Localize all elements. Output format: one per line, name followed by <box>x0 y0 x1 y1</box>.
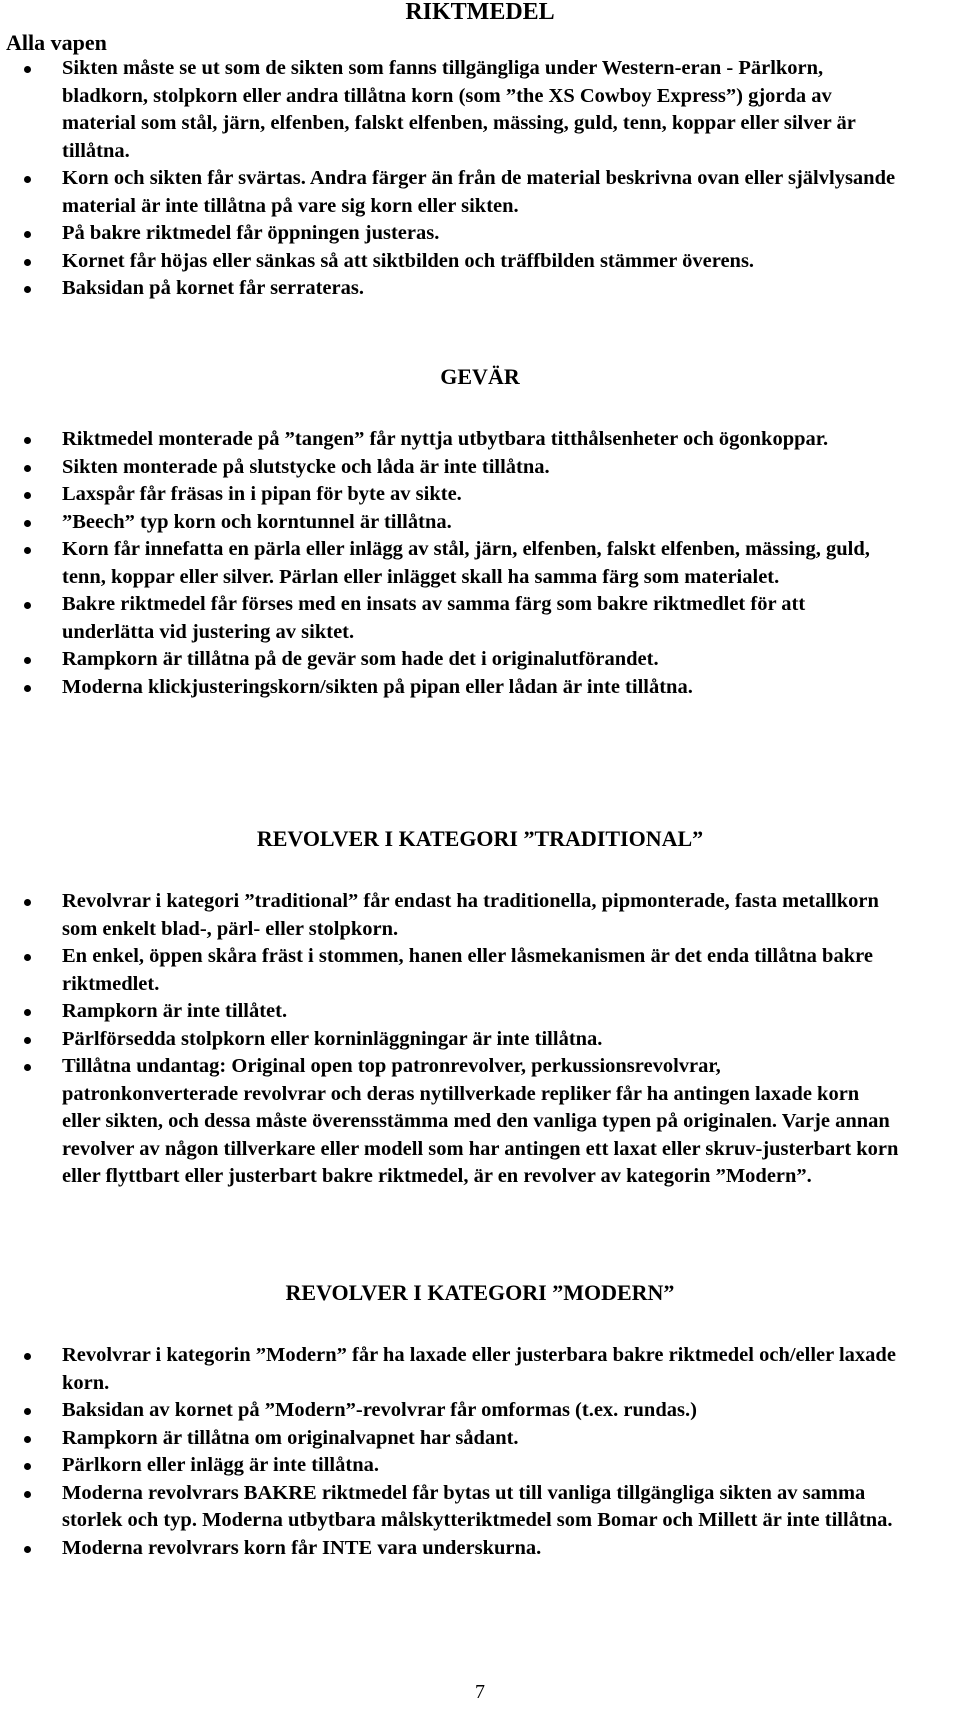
list-item <box>0 454 900 482</box>
all-weapons-list <box>0 55 900 303</box>
bullet-icon <box>24 1037 31 1044</box>
page-number: 7 <box>475 1681 485 1703</box>
list-item <box>0 998 900 1026</box>
list-item <box>0 165 900 220</box>
bullet-icon <box>24 437 31 444</box>
list-item <box>0 1535 900 1563</box>
section-heading-revolver-modern: REVOLVER I KATEGORI ”MODERN” <box>285 1280 675 1305</box>
list-item <box>0 888 900 943</box>
list-item-text: Korn får innefatta en pärla eller inlägg av stål, järn, elfenben, falskt elfenben, mässing, guld, tenn, koppar eller silver. Pärlan eller inlägget skall ha samma färg som materialet. <box>62 538 870 588</box>
bullet-icon <box>24 1546 31 1553</box>
list-item <box>0 426 900 454</box>
list-item-text: På bakre riktmedel får öppningen justeras. <box>62 222 440 244</box>
list-item <box>0 1425 900 1453</box>
list-item <box>0 1342 900 1397</box>
bullet-icon <box>24 1353 31 1360</box>
list-item <box>0 591 900 646</box>
section-heading-rifles: GEVÄR <box>440 364 520 389</box>
bullet-icon <box>24 685 31 692</box>
bullet-icon <box>24 66 31 73</box>
bullet-icon <box>24 899 31 906</box>
list-item-text: Sikten måste se ut som de sikten som fanns tillgängliga under Western-eran - Pärlkorn, bladkorn, stolpkorn eller andra tillåtna korn (som ”the XS Cowboy Express”) gjorda av material som stål, järn, elfenben, falskt elfenben, mässing, guld, tenn, koppar eller silver är tillåtna. <box>62 57 856 162</box>
bullet-icon <box>24 1009 31 1016</box>
list-item <box>0 1026 900 1054</box>
bullet-icon <box>24 259 31 266</box>
list-item-text: Revolvrar i kategorin ”Modern” får ha laxade eller justerbara bakre riktmedel och/eller laxade korn. <box>62 1344 896 1394</box>
list-item <box>0 1397 900 1425</box>
bullet-icon <box>24 657 31 664</box>
bullet-icon <box>24 1064 31 1071</box>
bullet-icon <box>24 1436 31 1443</box>
list-item-text: Sikten monterade på slutstycke och låda är inte tillåtna. <box>62 455 550 478</box>
list-item <box>0 275 900 303</box>
bullet-icon <box>24 176 31 183</box>
revolver-traditional-list <box>0 888 900 1191</box>
bullet-icon <box>24 231 31 238</box>
list-item <box>0 1480 900 1535</box>
list-item-text: Riktmedel monterade på ”tangen” får nyttja utbytbara titthålsenheter och ögonkoppar. <box>62 428 829 450</box>
list-item-text: Korn och sikten får svärtas. Andra färger än från de material beskrivna ovan eller självlysande material är inte tillåtna på vare sig korn eller sikten. <box>62 167 896 217</box>
section-heading-revolver-traditional: REVOLVER I KATEGORI ”TRADITIONAL” <box>256 826 704 851</box>
bullet-icon <box>24 520 31 527</box>
list-item-text: Rampkorn är tillåtna på de gevär som hade det i originalutförandet. <box>62 648 659 670</box>
list-item <box>0 1452 900 1480</box>
list-item <box>0 674 900 702</box>
page-title: RIKTMEDEL <box>405 0 555 25</box>
list-item-text: Revolvrar i kategori ”traditional” får endast ha traditionella, pipmonterade, fasta metallkorn som enkelt blad-, pärl- eller stolpkorn. <box>62 890 879 940</box>
list-item <box>0 1053 900 1191</box>
bullet-icon <box>24 492 31 499</box>
rifles-list <box>0 426 900 701</box>
list-item-text: Pärlkorn eller inlägg är inte tillåtna. <box>62 1454 379 1476</box>
list-item <box>0 536 900 591</box>
list-item-text: Rampkorn är tillåtna om originalvapnet har sådant. <box>62 1426 519 1449</box>
list-item-text: ”Beech” typ korn och korntunnel är tillåtna. <box>62 510 452 533</box>
bullet-icon <box>24 1408 31 1415</box>
list-item <box>0 509 900 537</box>
list-item-text: Baksidan av kornet på ”Modern”-revolvrar får omformas (t.ex. rundas.) <box>62 1399 697 1421</box>
list-item <box>0 481 900 509</box>
list-item-text: Moderna revolvrars BAKRE riktmedel får bytas ut till vanliga tillgängliga sikten av samma storlek och typ. Moderna utbytbara målskytteriktmedel som Bomar och Millett är inte tillåtna. <box>62 1481 893 1531</box>
bullet-icon <box>24 1491 31 1498</box>
list-item-text: En enkel, öppen skåra fräst i stommen, hanen eller låsmekanismen är det enda tillåtna bakre riktmedlet. <box>62 945 873 995</box>
list-item <box>0 55 900 165</box>
bullet-icon <box>24 602 31 609</box>
bullet-icon <box>24 547 31 554</box>
bullet-icon <box>24 954 31 961</box>
bullet-icon <box>24 1463 31 1470</box>
list-item-text: Laxspår får fräsas in i pipan för byte av sikte. <box>62 483 462 505</box>
list-item <box>0 248 900 276</box>
section-label-all-weapons: Alla vapen <box>6 30 107 55</box>
list-item <box>0 220 900 248</box>
revolver-modern-list <box>0 1342 900 1562</box>
list-item-text: Rampkorn är inte tillåtet. <box>62 1000 288 1022</box>
list-item-text: Bakre riktmedel får förses med en insats av samma färg som bakre riktmedlet för att underlätta vid justering av siktet. <box>62 593 806 643</box>
list-item <box>0 943 900 998</box>
list-item-text: Baksidan på kornet får serrateras. <box>62 277 364 299</box>
list-item-text: Pärlförsedda stolpkorn eller korninläggningar är inte tillåtna. <box>62 1027 603 1050</box>
bullet-icon <box>24 465 31 472</box>
list-item-text: Moderna revolvrars korn får INTE vara underskurna. <box>62 1536 542 1559</box>
list-item <box>0 646 900 674</box>
list-item-text: Moderna klickjusteringskorn/sikten på pipan eller lådan är inte tillåtna. <box>62 675 693 698</box>
bullet-icon <box>24 286 31 293</box>
list-item-text: Tillåtna undantag: Original open top patronrevolver, perkussionsrevolvrar, patronkonverterade revolvrar och deras nytillverkade repliker får ha antingen laxade korn eller sikten, och dessa måste överensstämma med den vanliga typen på originalen. Varje annan revolver av någon tillverkare eller modell som har antingen ett laxat eller skruv-justerbart korn eller flyttbart eller justerbart bakre riktmedel, är en revolver av kategorin ”Modern”. <box>62 1055 899 1187</box>
list-item-text: Kornet får höjas eller sänkas så att siktbilden och träffbilden stämmer överens. <box>62 249 755 272</box>
